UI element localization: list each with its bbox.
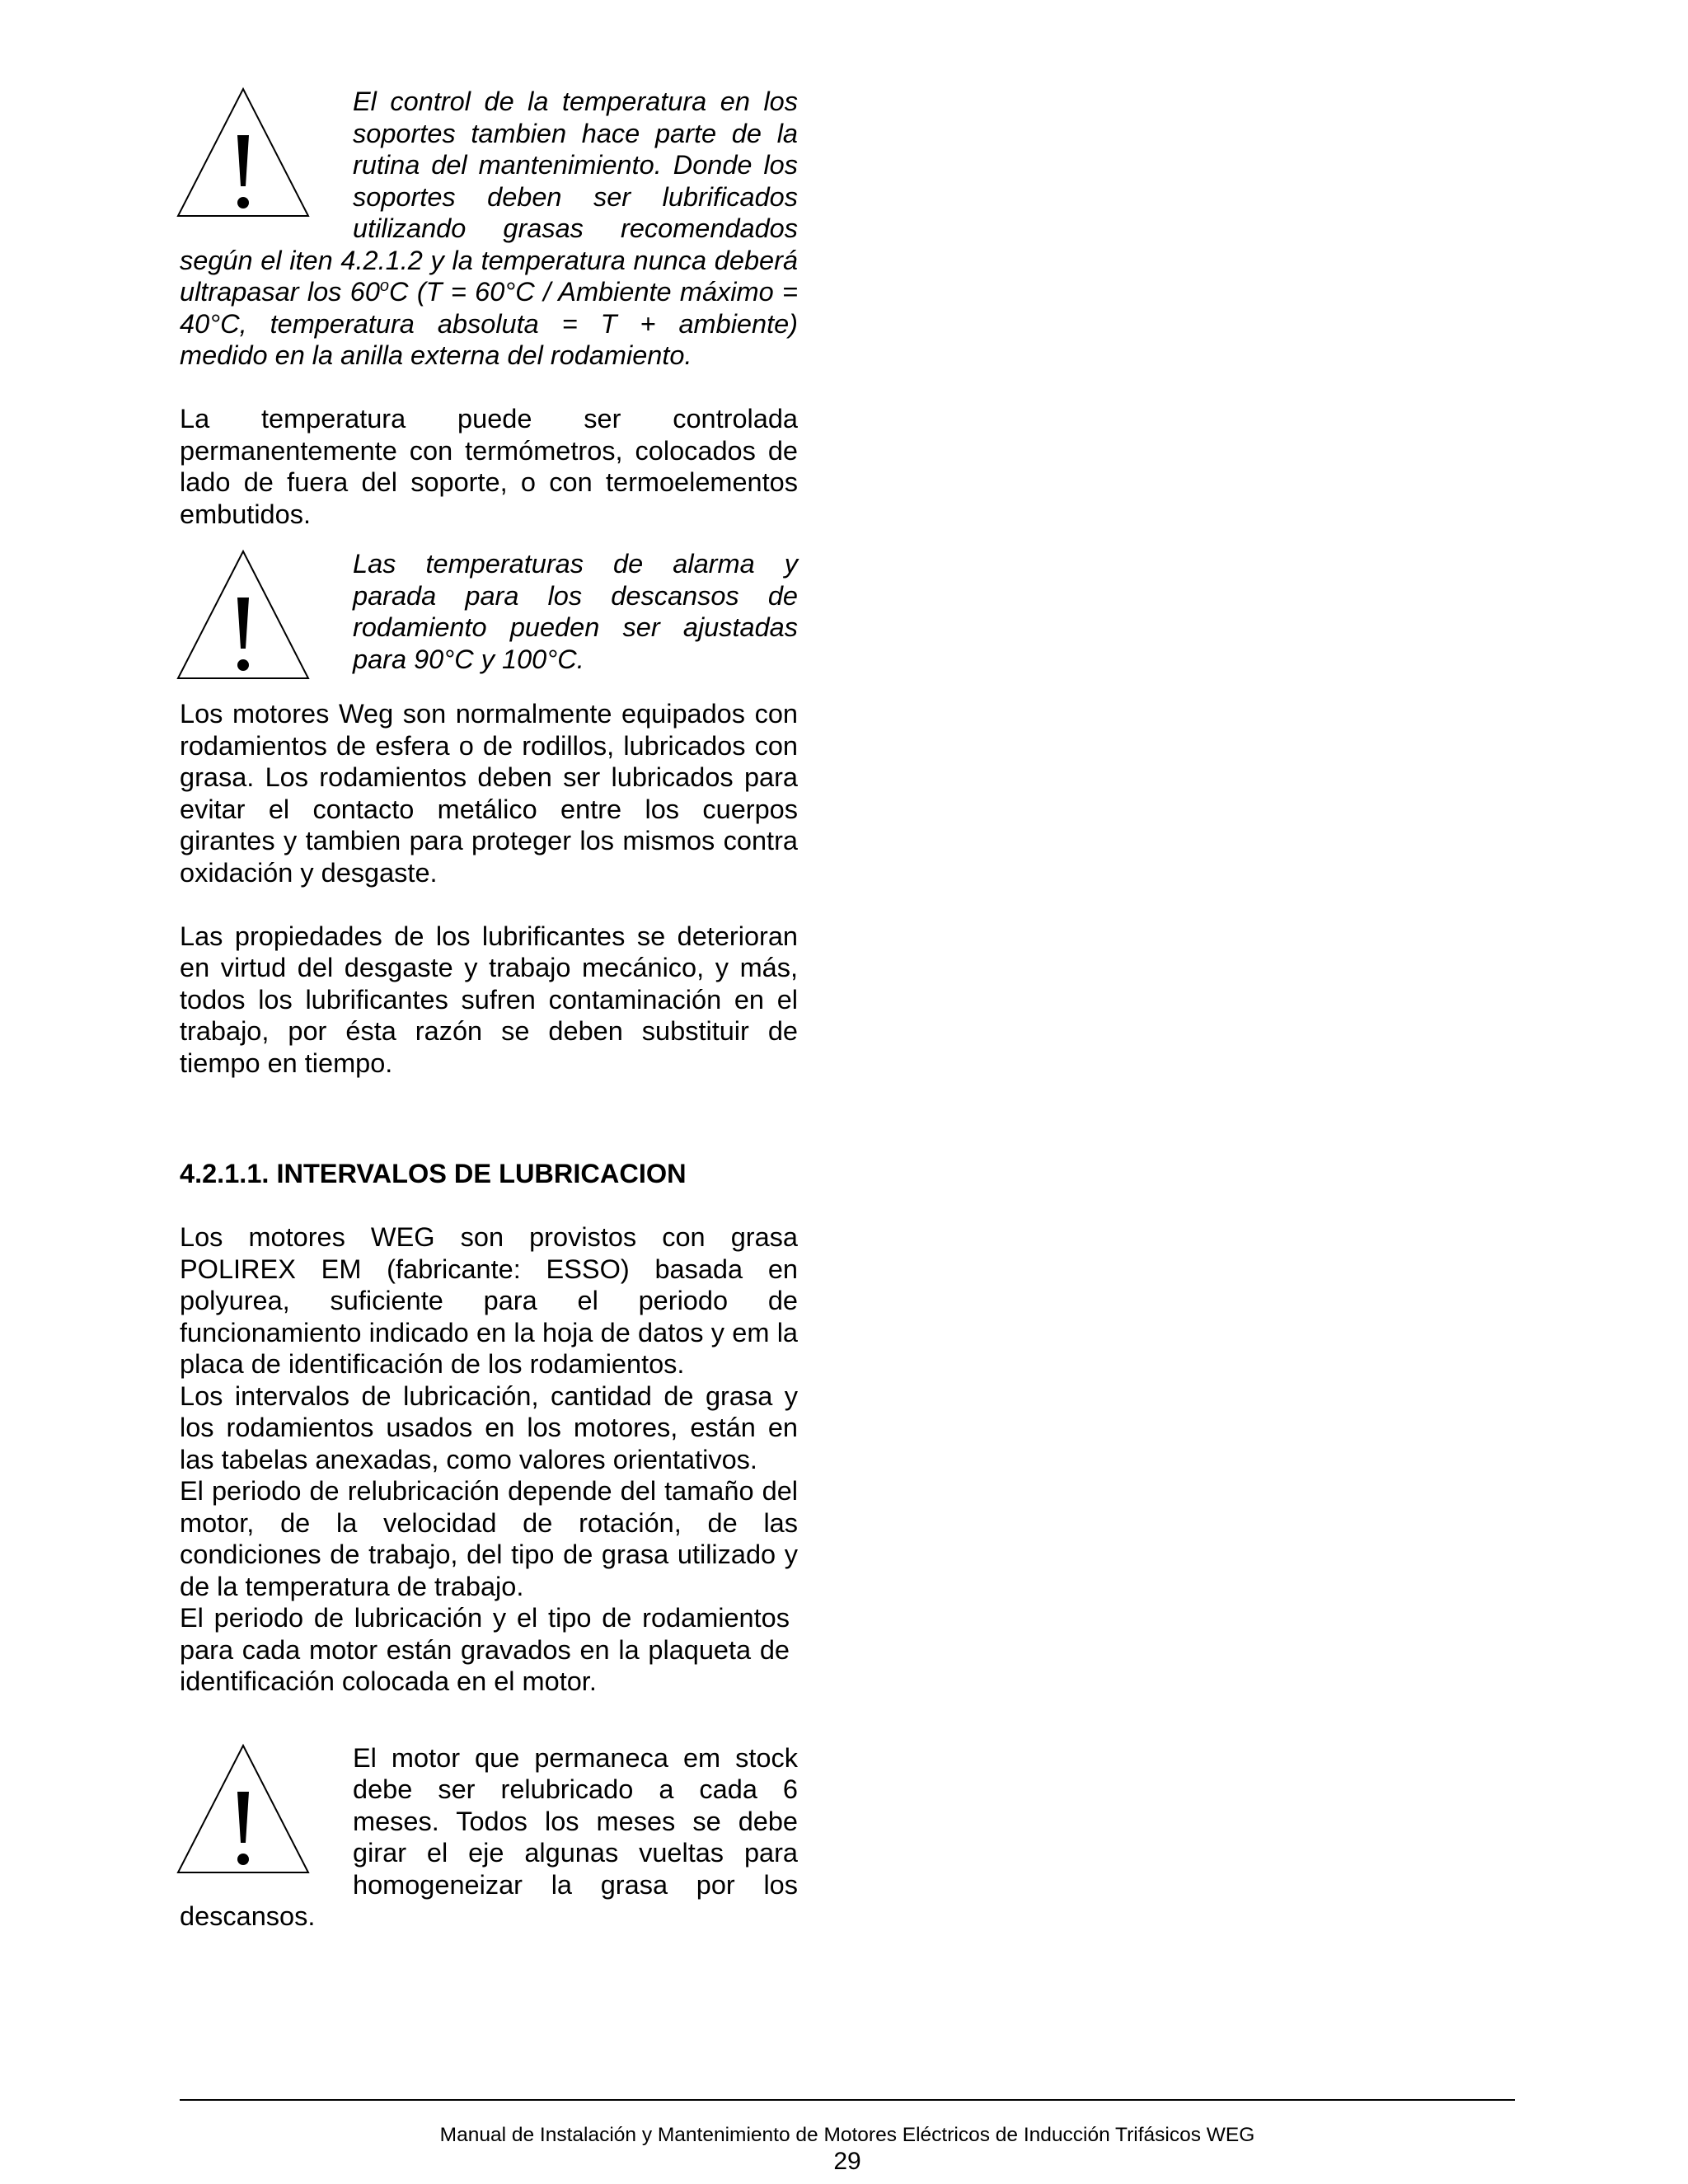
page-number: 29 xyxy=(833,2148,861,2175)
footer-divider xyxy=(180,2099,1515,2101)
warning-block-temperature-control xyxy=(180,86,798,372)
paragraph-temperature-monitoring: La temperatura puede ser controlada permanentemente con termómetros, colocados de lado de fuera del soporte, o con termoelementos embutidos. xyxy=(180,404,798,529)
main-column xyxy=(180,86,798,1933)
paragraph-relubrication-period: El periodo de relubricación depende del tamaño del motor, de la velocidad de rotación, de las condiciones de trabajo, del tipo de grasa utilizado y de la temperatura de trabajo. xyxy=(180,1476,798,1601)
paragraph-grease-type: Los motores WEG son provistos con grasa POLIREX EM (fabricante: ESSO) basada en polyurea, suficiente para el periodo de funcionamiento indicado en la hoja de datos y em la placa de identificación de los rodamientos. xyxy=(180,1222,798,1379)
footer-title: Manual de Instalación y Mantenimiento de Motores Eléctricos de Inducción Trifásicos WEG xyxy=(439,2124,1255,2146)
section-heading: 4.2.1.1. INTERVALOS DE LUBRICACION xyxy=(180,1159,687,1188)
paragraph-bearings-lubrication: Los motores Weg son normalmente equipados con rodamientos de esfera o de rodillos, lubricados con grasa. Los rodamientos deben ser lubricados para evitar el contacto metálico entre los cuerpos girantes y tambien para proteger los mismos contra oxidación y desgaste. xyxy=(180,699,798,888)
warning-triangle-icon xyxy=(173,1742,353,1884)
warning-text: El motor que permaneca em stock debe ser relubricado a cada 6 meses. Todos los meses se debe girar el eje algunas vueltas para homogeneizar la grasa por los descansos. xyxy=(180,1742,798,1931)
degree-superscript: o xyxy=(379,277,390,296)
warning-text: El control de la temperatura en los soportes tambien hace parte de la rutina del mantenimiento. Donde los soportes deben ser lubrificados utilizando grasas recomendados según el iten 4.2.1.2 y la temperatura nunca deberá ultrapasar los 60 xyxy=(180,87,798,307)
warning-block-stock-motor xyxy=(180,1742,798,1933)
warning-block-alarm-temperatures xyxy=(180,548,798,690)
warning-triangle-icon xyxy=(173,548,353,690)
paragraph-nameplate-info: El periodo de lubricación y el tipo de rodamientos para cada motor están gravados en la plaqueta de identificación colocada en el motor. xyxy=(180,1603,790,1696)
warning-text-tail: C (T = 60°C / Ambiente máximo = 40°C, temperatura absoluta = T + ambiente) medido en la anilla externa del rodamiento. xyxy=(180,277,798,370)
paragraph-lubrication-intervals: Los intervalos de lubricación, cantidad de grasa y los rodamientos usados en los motores, están en las tabelas anexadas, como valores orientativos. xyxy=(180,1380,798,1474)
paragraph-lubricant-properties: Las propiedades de los lubrificantes se deterioran en virtud del desgaste y trabajo mecánico, y más, todos los lubrificantes sufren contaminación en el trabajo, por ésta razón se deben substituir de tiempo en tiempo. xyxy=(180,921,798,1078)
warning-triangle-icon xyxy=(173,86,353,227)
warning-text: Las temperaturas de alarma y parada para los descansos de rodamiento pueden ser ajustadas para 90°C y 100°C. xyxy=(353,549,798,674)
